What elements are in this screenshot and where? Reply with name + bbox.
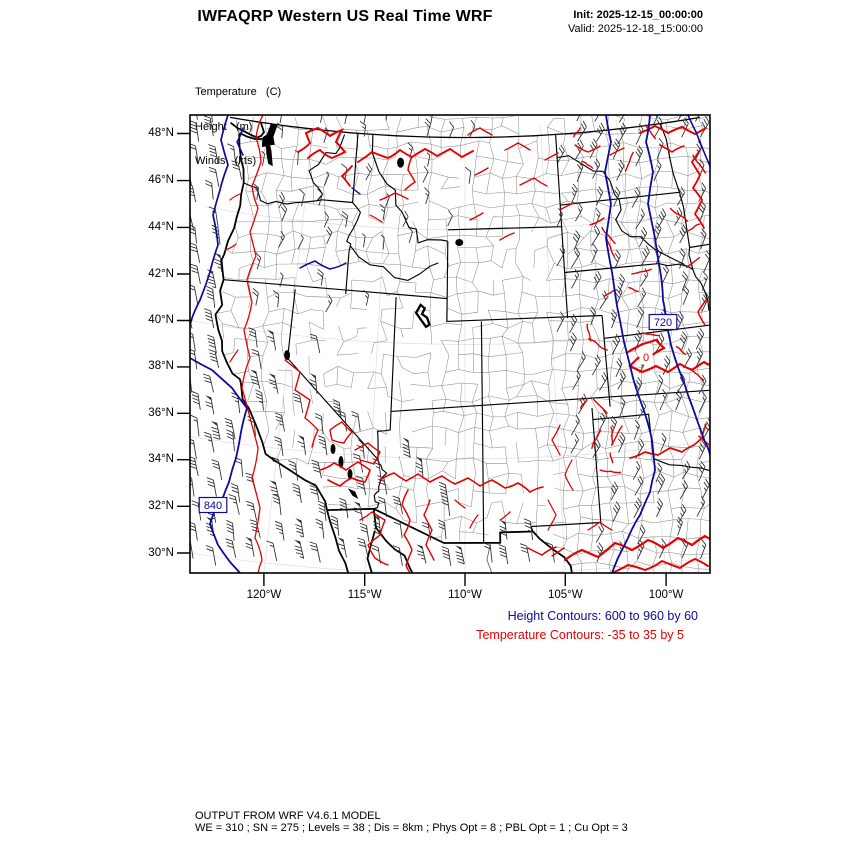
legend-height: Height (m) xyxy=(195,120,253,133)
lat-tick-label: 46°N xyxy=(148,174,174,187)
contour-label-720 xyxy=(649,315,677,330)
lat-tick-label: 40°N xyxy=(148,314,174,326)
temperature-contour-caption: Temperature Contours: -35 to 35 by 5 xyxy=(476,628,684,642)
init-time: Init: 2025-12-15_00:00:00 xyxy=(573,9,703,21)
temperature-contours xyxy=(225,115,710,573)
svg-text:720: 720 xyxy=(653,317,673,329)
footer-model: OUTPUT FROM WRF V4.6.1 MODEL xyxy=(195,810,381,822)
svg-text:0: 0 xyxy=(642,352,650,364)
lat-tick-label: 34°N xyxy=(148,453,174,466)
svg-text:840: 840 xyxy=(203,500,223,512)
great-salt-lake xyxy=(416,305,429,327)
lon-tick-label: 115°W xyxy=(347,589,382,601)
lon-tick-label: 120°W xyxy=(246,589,282,601)
valid-time: Valid: 2025-12-18_15:00:00 xyxy=(568,22,703,35)
legend-temperature: Temperature (C) xyxy=(195,86,282,98)
county-boundaries xyxy=(216,111,719,585)
footer-config: WE = 310 ; SN = 275 ; Levels = 38 ; Dis = 8km ; Phys Opt = 8 ; PBL Opt = 1 ; Cu Opt = 3 xyxy=(195,821,628,834)
contour-label-0 xyxy=(639,350,652,365)
flathead-lake xyxy=(397,158,404,168)
yellowstone-lake xyxy=(455,239,463,246)
lat-tick-label: 30°N xyxy=(148,546,174,559)
lat-tick-label: 32°N xyxy=(148,499,174,512)
contour-label-840 xyxy=(199,498,227,513)
lat-tick-label: 48°N xyxy=(148,127,174,139)
height-contour-caption: Height Contours: 600 to 960 by 60 xyxy=(507,609,698,623)
lon-tick-label: 110°W xyxy=(448,589,482,601)
puget-sound xyxy=(263,125,277,165)
lon-tick-label: 105°W xyxy=(547,589,583,601)
wind-barbs xyxy=(182,95,711,566)
lat-tick-label: 44°N xyxy=(148,220,174,233)
legend-winds: Winds (kts) xyxy=(195,155,257,167)
lake-tahoe xyxy=(284,350,290,360)
page-title: IWFAQRP Western US Real Time WRF xyxy=(197,8,493,25)
lat-tick-label: 38°N xyxy=(148,360,174,373)
lon-tick-label: 100°W xyxy=(648,589,684,601)
lat-tick-label: 36°N xyxy=(148,406,174,419)
model-footer xyxy=(195,811,628,834)
salton-sea xyxy=(349,489,357,498)
lat-tick-label: 42°N xyxy=(148,267,174,280)
